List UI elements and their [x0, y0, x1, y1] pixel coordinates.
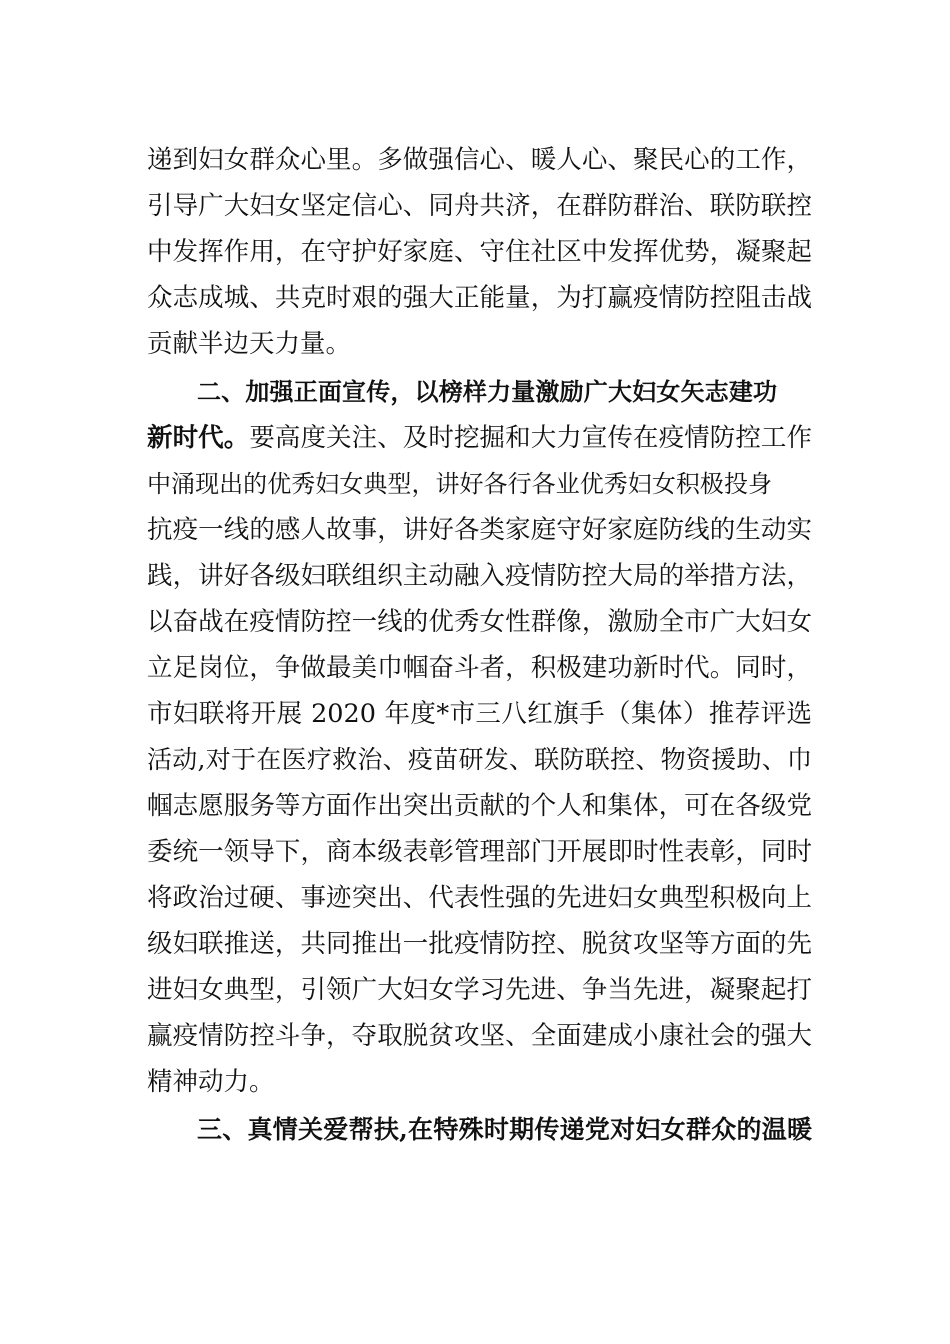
- paragraph-line: 立足岗位，争做最美巾帼奋斗者，积极建功新时代。同时，: [147, 653, 812, 683]
- paragraph-line: 中发挥作用，在守护好家庭、守住社区中发挥优势，凝聚起: [147, 237, 812, 267]
- paragraph-text: 要高度关注、及时挖掘和大力宣传在疫情防控工作: [249, 423, 812, 453]
- paragraph-line: 践，讲好各级妇联组织主动融入疫情防控大局的举措方法，: [147, 561, 812, 591]
- paragraph-line: 众志成城、共克时艰的强大正能量，为打赢疫情防控阻击战: [147, 283, 812, 313]
- paragraph-line: 级妇联推送，共同推出一批疫情防控、脱贫攻坚等方面的先: [147, 929, 812, 959]
- paragraph-line: 活动,对于在医疗救治、疫苗研发、联防联控、物资援助、巾: [147, 745, 812, 774]
- paragraph-line: 赢疫情防控斗争，夺取脱贫攻坚、全面建成小康社会的强大: [147, 1021, 812, 1051]
- paragraph-line: 以奋战在疫情防控一线的优秀女性群像，激励全市广大妇女: [147, 607, 812, 637]
- paragraph-line: 市妇联将开展 2020 年度*市三八红旗手（集体）推荐评选: [147, 699, 812, 729]
- paragraph-line: 将政治过硬、事迹突出、代表性强的先进妇女典型积极向上: [147, 883, 812, 913]
- section-heading-2-end: 新时代。: [147, 423, 250, 453]
- section-heading-3: 三、真情关爱帮扶,在特殊时期传递党对妇女群众的温暖: [197, 1115, 812, 1144]
- paragraph-line: 中涌现出的优秀妇女典型，讲好各行各业优秀妇女积极投身: [147, 470, 772, 498]
- paragraph-line: 精神动力。: [147, 1067, 275, 1097]
- paragraph-line: 贡献半边天力量。: [147, 329, 352, 359]
- paragraph-line: 委统一领导下，商本级表彰管理部门开展即时性表彰，同时: [147, 837, 812, 867]
- paragraph-line: 帼志愿服务等方面作出突出贡献的个人和集体，可在各级党: [147, 791, 812, 821]
- paragraph-line: 递到妇女群众心里。多做强信心、暖人心、聚民心的工作，: [147, 145, 812, 175]
- paragraph-line: 进妇女典型，引领广大妇女学习先进、争当先进，凝聚起打: [147, 975, 812, 1005]
- paragraph-line: 引导广大妇女坚定信心、同舟共济，在群防群治、联防联控: [147, 191, 812, 221]
- paragraph-line: 抗疫一线的感人故事，讲好各类家庭守好家庭防线的生动实: [147, 515, 812, 545]
- section-heading-2: 二、加强正面宣传，以榜样力量激励广大妇女矢志建功: [197, 377, 777, 406]
- paragraph-line: [147, 415, 812, 461]
